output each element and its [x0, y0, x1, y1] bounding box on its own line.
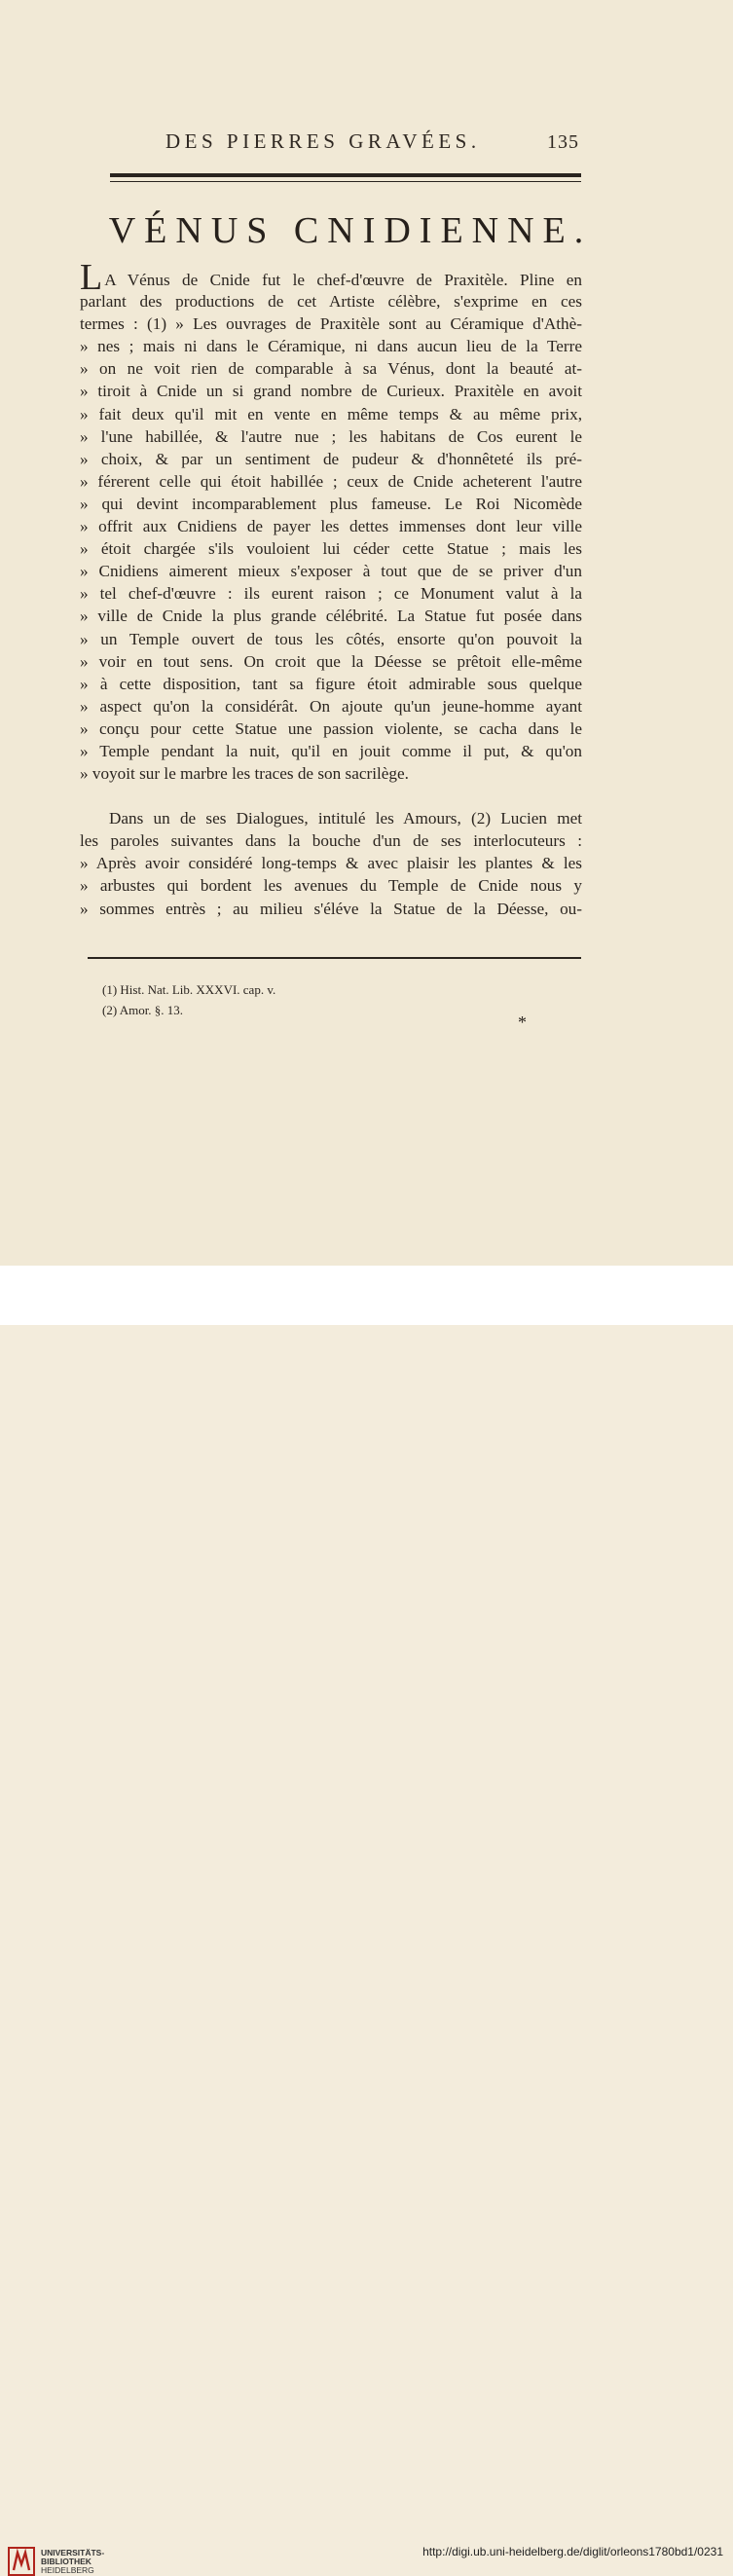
- paragraph-line: parlant des productions de cet Artiste célèbre, s'exprime en ces: [80, 292, 582, 312]
- paragraph-line: » un Temple ouvert de tous les côtés, ensorte qu'on pouvoit la: [80, 629, 582, 648]
- paragraph-line: les paroles suivantes dans la bouche d'un de ses interlocuteurs :: [80, 831, 582, 851]
- paragraph-line: » à cette disposition, tant sa figure étoit admirable sous quelque: [80, 674, 582, 693]
- source-url-link[interactable]: http://digi.ub.uni-heidelberg.de/diglit/orleons1780bd1/0231: [422, 2545, 723, 2558]
- paragraph-line: » Après avoir considéré long-temps & avec plaisir les plantes & les: [80, 854, 582, 873]
- paragraph-line: » voyoit sur le marbre les traces de son sacrilège.: [80, 764, 409, 784]
- paragraph-line: » choix, & par un sentiment de pudeur & d'honnêteté ils pré-: [80, 449, 582, 468]
- paragraph-line: » conçu pour cette Statue une passion violente, se cacha dans le: [80, 718, 582, 738]
- scanned-page: [0, 0, 733, 1266]
- running-header: DES PIERRES GRAVÉES.: [165, 129, 481, 153]
- library-logo-icon: [8, 2547, 35, 2576]
- paragraph-line: » tiroit à Cnide un si grand nombre de Curieux. Praxitèle en avoit: [80, 382, 582, 401]
- paragraph-line: » voir en tout sens. On croit que la Déesse se prêtoit elle-même: [80, 651, 582, 671]
- viewer-footer: [0, 1266, 733, 2575]
- paragraph-line: » offrit aux Cnidiens de payer les dettes immenses dont leur ville: [80, 517, 582, 536]
- paragraph-line: Dans un de ses Dialogues, intitulé les Amours, (2) Lucien met: [109, 809, 582, 828]
- paragraph-line: » l'une habillée, & l'autre nue ; les habitans de Cos eurent le: [80, 426, 582, 446]
- body-text: [80, 257, 582, 920]
- paragraph-line: » Temple pendant la nuit, qu'il en jouit comme il put, & qu'on: [80, 741, 582, 760]
- footnote-1: (1) Hist. Nat. Lib. XXXVI. cap. v.: [102, 982, 276, 997]
- footnotes: [102, 979, 275, 1020]
- paragraph-line: » sommes entrès ; au milieu s'éléve la Statue de la Déesse, ou-: [80, 899, 582, 918]
- paragraph-line: » Cnidiens aimerent mieux s'exposer à tout que de se priver d'un: [80, 562, 582, 581]
- chapter-title: VÉNUS CNIDIENNE.: [108, 210, 593, 251]
- signature-mark: *: [518, 1012, 527, 1032]
- page-number: 135: [547, 131, 579, 153]
- paragraph-line: L A Vénus de Cnide fut le chef-d'œuvre de Praxitèle. Pline en: [80, 257, 582, 298]
- paragraph-line: » ville de Cnide la plus grande célébrité. La Statue fut posée dans: [80, 607, 582, 626]
- paragraph-line: » férerent celle qui étoit habillée ; ceux de Cnide acheterent l'autre: [80, 471, 582, 491]
- paragraph-line: » étoit chargée s'ils vouloient lui céder cette Statue ; mais les: [80, 539, 582, 559]
- paragraph-line: » aspect qu'on la considérât. On ajoute qu'un jeune-homme ayant: [80, 696, 582, 716]
- paragraph-line: » arbustes qui bordent les avenues du Temple de Cnide nous y: [80, 876, 582, 896]
- footnote-rule: [88, 957, 581, 959]
- paragraph-1: [80, 257, 582, 785]
- paragraph-line: » qui devint incomparablement plus fameuse. Le Roi Nicomède: [80, 494, 582, 513]
- drop-cap: L: [80, 257, 103, 298]
- paragraph-line: » tel chef-d'œuvre : ils eurent raison ; ce Monument valut à la: [80, 584, 582, 604]
- paragraph-line: » nes ; mais ni dans le Céramique, ni dans aucun lieu de la Terre: [80, 337, 582, 356]
- header-rule-thin: [110, 181, 581, 182]
- footnote-2: (2) Amor. §. 13.: [102, 1003, 184, 1017]
- header-rule-thick: [110, 173, 581, 177]
- paragraph-line: » fait deux qu'il mit en vente en même temps & au même prix,: [80, 404, 582, 423]
- paragraph-line: » on ne voit rien de comparable à sa Vénus, dont la beauté at-: [80, 359, 582, 379]
- paragraph-line: termes : (1) » Les ouvrages de Praxitèle sont au Céramique d'Athè-: [80, 314, 582, 334]
- paragraph-2: [80, 807, 582, 919]
- library-name: UNIVERSITÄTS- BIBLIOTHEK HEIDELBERG: [41, 2548, 105, 2575]
